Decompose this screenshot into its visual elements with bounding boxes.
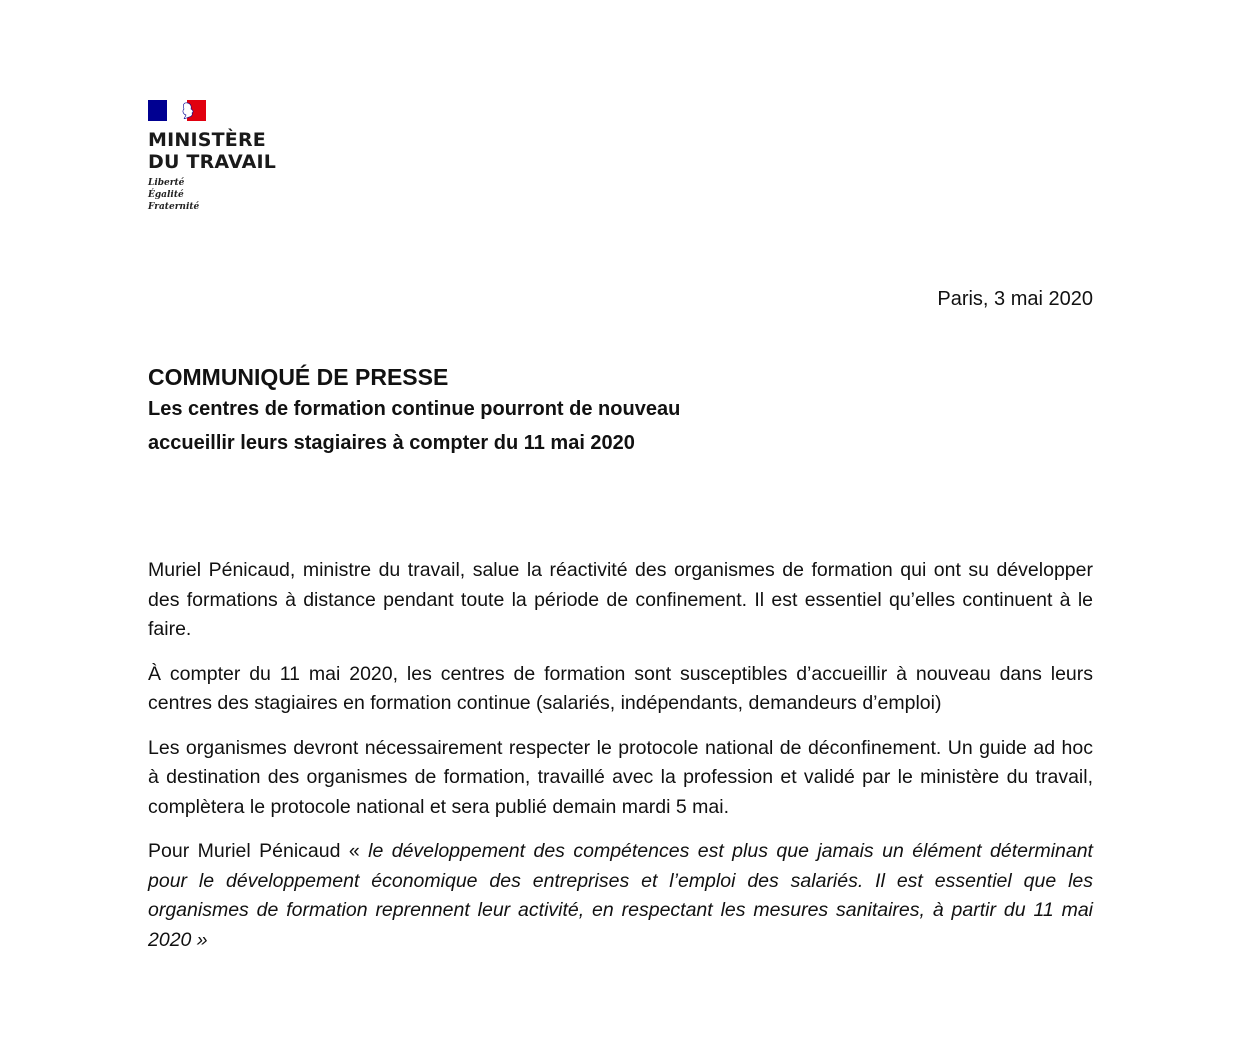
body-text [148, 556, 1093, 970]
subtitle-line1: Les centres de formation continue pourront de nouveau [148, 398, 681, 420]
marianne-icon [181, 102, 195, 119]
document-title: COMMUNIQUÉ DE PRESSE [148, 364, 449, 390]
quote-intro: Pour Muriel Pénicaud « [148, 840, 369, 862]
date-line: Paris, 3 mai 2020 [937, 288, 1093, 310]
ministry-name [148, 129, 298, 173]
quote-closing: » [191, 928, 208, 951]
ministry-name-line1: MINISTÈRE [148, 129, 266, 151]
motto-fraternite: Fraternité [148, 202, 200, 212]
quote-text: le développement des compétences est plus que jamais un élément déterminant pour le développement économique des entreprises et l’emploi des salariés. Il est essentiel que les organismes de formation reprennent leur activité, en respectant les mesures sanitaires, à partir du 11 mai 2020 [148, 840, 1093, 951]
ministry-logo [148, 100, 298, 213]
motto-liberte: Liberté [148, 178, 185, 188]
subtitle-line2: accueillir leurs stagiaires à compter du 11 mai 2020 [148, 432, 635, 454]
motto-egalite: Égalité [148, 190, 184, 200]
paragraph: À compter du 11 mai 2020, les centres de formation sont susceptibles d’accueillir à nouveau dans leurs centres des stagiaires en formation continue (salariés, indépendants, demandeurs d’emploi) [148, 662, 1093, 714]
paragraph: Les organismes devront nécessairement respecter le protocole national de déconfinement. Un guide ad hoc à destination des organismes de formation, travaillé avec la profession et validé par le ministère du travail, complètera le protocole national et sera publié demain mardi 5 mai. [148, 736, 1093, 818]
republic-motto [148, 177, 298, 213]
french-flag-icon [148, 100, 206, 121]
quote-paragraph [148, 837, 1093, 955]
press-release-heading [148, 362, 1093, 460]
ministry-name-line2: DU TRAVAIL [148, 151, 277, 173]
paragraph: Muriel Pénicaud, ministre du travail, salue la réactivité des organismes de formation qui ont su développer des formations à distance pendant toute la période de confinement. Il est essentiel qu’elles continuent à le faire. [148, 559, 1093, 640]
